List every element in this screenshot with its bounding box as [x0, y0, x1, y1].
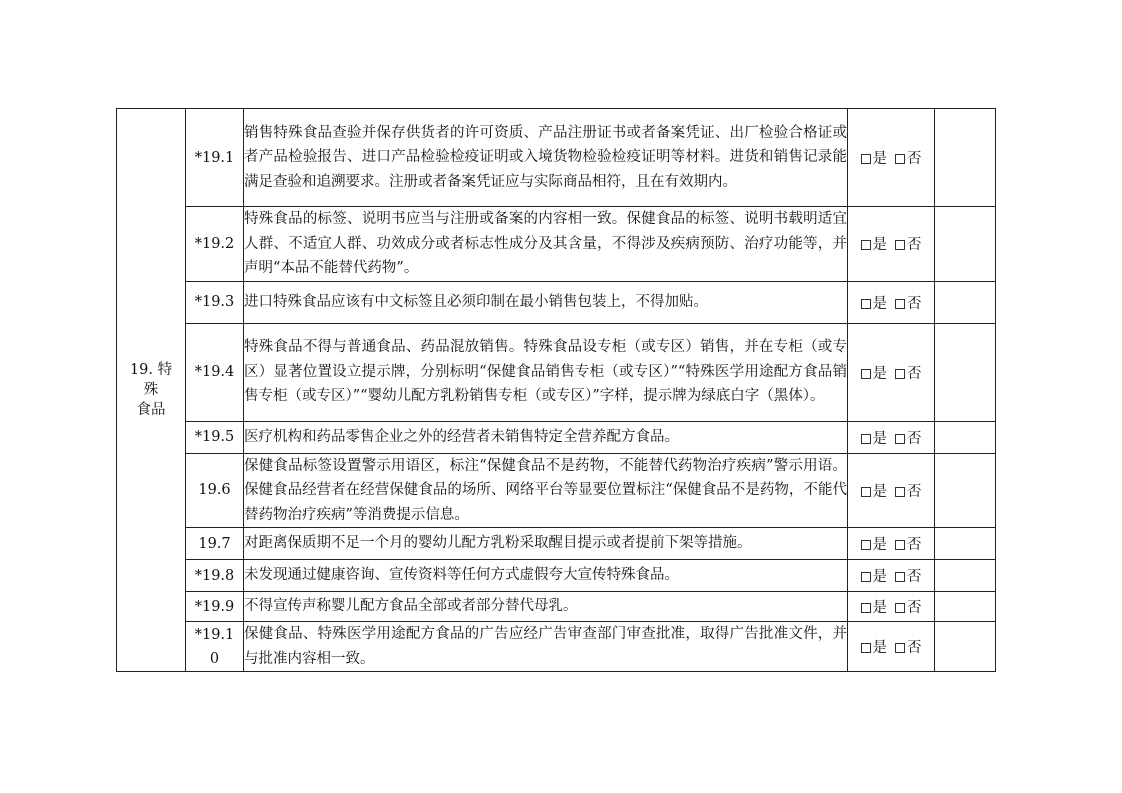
checkbox-no[interactable] — [895, 369, 905, 379]
item-number: *19.1 — [194, 149, 235, 166]
no-option[interactable] — [895, 640, 922, 656]
checkbox-no[interactable] — [895, 487, 905, 497]
item-number-cell — [186, 281, 244, 323]
checklist-row — [117, 207, 996, 282]
yes-option[interactable] — [861, 600, 888, 616]
yes-option[interactable] — [861, 484, 888, 500]
yes-option[interactable] — [861, 537, 888, 553]
yes-option[interactable] — [861, 366, 888, 382]
checkbox-yes[interactable] — [861, 540, 871, 550]
yes-no-check-cell — [848, 109, 935, 207]
no-label: 否 — [907, 537, 922, 553]
yes-label: 是 — [872, 430, 887, 447]
yes-option[interactable] — [861, 151, 888, 167]
item-requirement-text: 进口特殊食品应该有中文标签且必须印制在最小销售包装上，不得加贴。 — [244, 281, 848, 323]
item-requirement-text: 对距离保质期不足一个月的婴幼儿配方乳粉采取醒目提示或者提前下架等措施。 — [244, 528, 848, 560]
item-number-cell — [186, 453, 244, 528]
no-label: 否 — [907, 600, 922, 616]
checkbox-yes[interactable] — [861, 154, 871, 164]
yes-no-check-cell — [848, 453, 935, 528]
checkbox-no[interactable] — [895, 643, 905, 653]
checklist-row — [117, 622, 996, 672]
checkbox-yes[interactable] — [861, 299, 871, 309]
item-requirement-text: 医疗机构和药品零售企业之外的经营者未销售特定全营养配方食品。 — [244, 421, 848, 453]
yes-option[interactable] — [861, 237, 888, 253]
checklist-row — [117, 281, 996, 323]
category-label-line: 19. 特 — [129, 362, 173, 378]
checkbox-no[interactable] — [895, 603, 905, 613]
no-option[interactable] — [895, 537, 922, 553]
yes-option[interactable] — [861, 640, 888, 656]
item-requirement-text: 特殊食品的标签、说明书应当与注册或备案的内容相一致。保健食品的标签、说明书载明适宜人群、不适宜人群、功效成分或者标志性成分及其含量，不得涉及疾病预防、治疗功能等，并声明“本品不能替代药物”。 — [244, 207, 848, 282]
no-option[interactable] — [895, 366, 922, 382]
yes-label: 是 — [872, 640, 887, 656]
yes-no-check-cell — [848, 281, 935, 323]
remarks-cell[interactable] — [935, 109, 996, 207]
yes-label: 是 — [872, 365, 887, 382]
remarks-cell[interactable] — [935, 281, 996, 323]
checkbox-yes[interactable] — [861, 643, 871, 653]
remarks-cell[interactable] — [935, 622, 996, 672]
item-number-cell — [186, 109, 244, 207]
remarks-cell[interactable] — [935, 560, 996, 592]
category-label-line: 殊 — [143, 382, 159, 398]
checklist-row — [117, 528, 996, 560]
inspection-checklist-table — [116, 108, 996, 672]
category-label-line: 食品 — [136, 402, 166, 418]
item-number: *19.9 — [194, 598, 235, 615]
no-option[interactable] — [895, 237, 922, 253]
item-number-cell — [186, 560, 244, 592]
checkbox-no[interactable] — [895, 434, 905, 444]
item-number-cell — [186, 421, 244, 453]
item-requirement-text: 销售特殊食品查验并保存供货者的许可资质、产品注册证书或者备案凭证、出厂检验合格证或者产品检验报告、进口产品检验检疫证明或入境货物检验检疫证明等材料。进货和销售记录能满足查验和追溯要求。注册或者备案凭证应与实际商品相符，且在有效期内。 — [244, 109, 848, 207]
checkbox-yes[interactable] — [861, 369, 871, 379]
no-option[interactable] — [895, 484, 922, 500]
item-number: 19.6 — [198, 482, 231, 499]
yes-no-check-cell — [848, 592, 935, 622]
checkbox-no[interactable] — [895, 540, 905, 550]
no-label: 否 — [907, 569, 922, 585]
yes-no-check-cell — [848, 323, 935, 421]
item-number-cell — [186, 207, 244, 282]
remarks-cell[interactable] — [935, 323, 996, 421]
item-number: *19.5 — [194, 429, 235, 445]
no-option[interactable] — [895, 151, 922, 167]
checkbox-yes[interactable] — [861, 572, 871, 582]
checklist-row — [117, 560, 996, 592]
no-label: 否 — [907, 295, 922, 312]
checkbox-no[interactable] — [895, 572, 905, 582]
no-label: 否 — [907, 151, 922, 167]
remarks-cell[interactable] — [935, 528, 996, 560]
no-label: 否 — [907, 237, 922, 254]
item-number: *19.2 — [194, 235, 235, 252]
item-number: *19.3 — [194, 294, 235, 310]
checkbox-no[interactable] — [895, 240, 905, 250]
yes-no-check-cell — [848, 528, 935, 560]
item-number-cell — [186, 622, 244, 672]
no-option[interactable] — [895, 296, 922, 312]
checklist-row — [117, 592, 996, 622]
yes-label: 是 — [872, 237, 887, 254]
yes-label: 是 — [872, 151, 887, 167]
yes-no-check-cell — [848, 207, 935, 282]
item-number-cell — [186, 528, 244, 560]
checklist-row — [117, 323, 996, 421]
no-option[interactable] — [895, 569, 922, 585]
remarks-cell[interactable] — [935, 207, 996, 282]
yes-option[interactable] — [861, 569, 888, 585]
no-label: 否 — [907, 483, 922, 500]
remarks-cell[interactable] — [935, 453, 996, 528]
item-number: 19.7 — [198, 535, 231, 552]
item-requirement-text: 保健食品、特殊医学用途配方食品的广告应经广告审查部门审查批准，取得广告批准文件，并与批准内容相一致。 — [244, 622, 848, 672]
checkbox-yes[interactable] — [861, 240, 871, 250]
checkbox-yes[interactable] — [861, 487, 871, 497]
checkbox-no[interactable] — [895, 154, 905, 164]
yes-label: 是 — [872, 569, 887, 585]
checkbox-yes[interactable] — [861, 603, 871, 613]
no-label: 否 — [907, 430, 922, 447]
yes-label: 是 — [872, 537, 887, 553]
item-requirement-text: 未发现通过健康咨询、宣传资料等任何方式虚假夸大宣传特殊食品。 — [244, 560, 848, 592]
item-number-cell — [186, 592, 244, 622]
item-number: *19.8 — [194, 567, 235, 584]
checklist-row — [117, 421, 996, 453]
no-label: 否 — [907, 365, 922, 382]
yes-no-check-cell — [848, 421, 935, 453]
no-option[interactable] — [895, 431, 922, 447]
no-option[interactable] — [895, 600, 922, 616]
yes-no-check-cell — [848, 560, 935, 592]
yes-label: 是 — [872, 600, 887, 616]
item-requirement-text: 不得宣传声称婴儿配方食品全部或者部分替代母乳。 — [244, 592, 848, 622]
category-cell — [117, 109, 186, 672]
remarks-cell[interactable] — [935, 592, 996, 622]
no-label: 否 — [907, 640, 922, 656]
item-number: 0 — [209, 650, 220, 667]
yes-option[interactable] — [861, 431, 888, 447]
checkbox-yes[interactable] — [861, 434, 871, 444]
item-requirement-text: 保健食品标签设置警示用语区，标注“保健食品不是药物，不能替代药物治疗疾病”警示用语。保健食品经营者在经营保健食品的场所、网络平台等显要位置标注“保健食品不是药物，不能代替药物治疗疾病”等消费提示信息。 — [244, 453, 848, 528]
item-number: *19.4 — [194, 364, 235, 380]
item-number-cell — [186, 323, 244, 421]
remarks-cell[interactable] — [935, 421, 996, 453]
checklist-row — [117, 453, 996, 528]
item-requirement-text: 特殊食品不得与普通食品、药品混放销售。特殊食品设专柜（或专区）销售，并在专柜（或专区）显著位置设立提示牌，分别标明“保健食品销售专柜（或专区）”“特殊医学用途配方食品销售专柜（或专区）”“婴幼儿配方乳粉销售专柜（或专区）”字样，提示牌为绿底白字（黑体）。 — [244, 323, 848, 421]
yes-option[interactable] — [861, 296, 888, 312]
checkbox-no[interactable] — [895, 299, 905, 309]
item-number: *19.1 — [194, 626, 235, 643]
yes-label: 是 — [872, 483, 887, 500]
checklist-row — [117, 109, 996, 207]
yes-no-check-cell — [848, 622, 935, 672]
yes-label: 是 — [872, 295, 887, 312]
